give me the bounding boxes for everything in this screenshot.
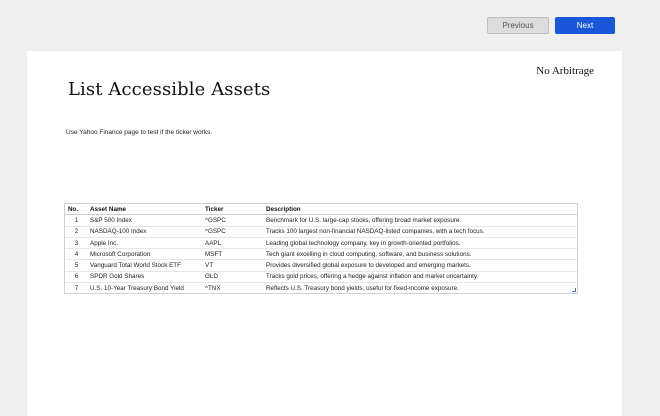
cell-description[interactable]: Tracks 100 largest non-financial NASDAQ-listed companies, with a tech focus. <box>264 226 577 237</box>
brand-logo-text: No Arbitrage <box>536 65 594 77</box>
cell-no: 6 <box>65 271 88 282</box>
cell-asset-name[interactable]: SPDR Gold Shares <box>88 271 203 282</box>
page-title: List Accessible Assets <box>68 79 271 100</box>
table-row[interactable] <box>65 271 577 282</box>
table-row[interactable] <box>65 260 577 271</box>
header-asset-name: Asset Name <box>88 204 203 215</box>
cell-no: 3 <box>65 237 88 248</box>
cell-description[interactable]: Tracks gold prices, offering a hedge against inflation and market uncertainty. <box>264 271 577 282</box>
header-ticker: Ticker <box>203 204 264 215</box>
cell-no: 5 <box>65 260 88 271</box>
table-row[interactable] <box>65 215 577 226</box>
cell-no: 4 <box>65 249 88 260</box>
hint-text: Use Yahoo Finance page to test if the ticker works. <box>66 129 213 136</box>
assets-table[interactable] <box>64 203 578 294</box>
cell-ticker[interactable]: GLD <box>203 271 264 282</box>
cell-description[interactable]: Reflects U.S. Treasury bond yields, useful for fixed-income exposure. <box>266 284 459 292</box>
table-header-row <box>65 204 577 215</box>
cell-ticker[interactable]: AAPL <box>203 237 264 248</box>
resize-handle-icon[interactable] <box>572 288 576 292</box>
cell-ticker[interactable]: ^TNX <box>205 284 221 292</box>
header-description: Description <box>264 204 577 215</box>
table-row[interactable] <box>65 237 577 248</box>
table-row[interactable] <box>65 283 577 294</box>
cell-asset-name[interactable]: Vanguard Total World Stock ETF <box>88 260 203 271</box>
cell-asset-name[interactable]: S&P 500 Index <box>88 215 203 226</box>
cell-asset-name[interactable]: U.S. 10-Year Treasury Bond Yield <box>90 284 184 292</box>
table-row[interactable] <box>65 249 577 260</box>
previous-button[interactable]: Previous <box>487 17 549 34</box>
cell-ticker[interactable]: VT <box>203 260 264 271</box>
cell-asset-name[interactable]: Apple Inc. <box>88 237 203 248</box>
cell-ticker[interactable]: MSFT <box>203 249 264 260</box>
cell-no: 7 <box>74 284 79 292</box>
cell-no: 1 <box>65 215 88 226</box>
cell-asset-name[interactable]: NASDAQ-100 Index <box>88 226 203 237</box>
content-card <box>27 51 622 416</box>
cell-asset-name[interactable]: Microsoft Corporation <box>88 249 203 260</box>
cell-ticker[interactable]: ^GSPC <box>203 215 264 226</box>
cell-description[interactable]: Benchmark for U.S. large-cap stocks, offering broad market exposure. <box>264 215 577 226</box>
cell-no: 2 <box>65 226 88 237</box>
cell-description[interactable]: Tech giant excelling in cloud computing, software, and business solutions. <box>264 249 577 260</box>
table-row[interactable] <box>65 226 577 237</box>
next-button[interactable]: Next <box>555 17 615 34</box>
cell-description[interactable]: Leading global technology company, key in growth-oriented portfolios. <box>264 237 577 248</box>
header-no: No. <box>65 204 88 215</box>
cell-description[interactable]: Provides diversified global exposure to developed and emerging markets. <box>264 260 577 271</box>
cell-ticker[interactable]: ^GSPC <box>203 226 264 237</box>
